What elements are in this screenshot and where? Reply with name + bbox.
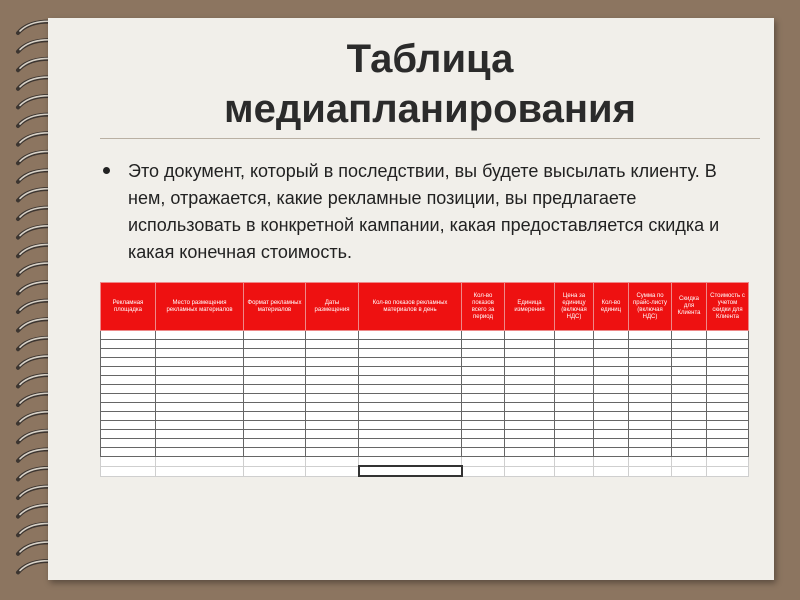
table-cell <box>505 439 555 448</box>
table-cell <box>707 331 749 340</box>
column-header: Кол-во единиц <box>594 283 629 331</box>
table-cell <box>101 430 156 439</box>
table-cell <box>244 448 306 457</box>
mediaplan-spreadsheet <box>100 282 749 477</box>
table-cell <box>505 466 555 476</box>
table-cell <box>629 376 672 385</box>
mediaplan-table <box>100 282 749 477</box>
table-row <box>101 376 749 385</box>
table-cell <box>629 448 672 457</box>
bullet-text: Это документ, который в последствии, вы будете высылать клиенту. В нем, отражается, какие рекламные позиции, вы предлагаете использовать в конкретной кампании, какая предоставляется скидка и какая конечная стоимость. <box>128 161 720 262</box>
column-header: Скидка для Клиента <box>672 283 707 331</box>
table-cell <box>306 358 359 367</box>
table-cell <box>594 349 629 358</box>
table-cell <box>306 385 359 394</box>
table-cell <box>707 403 749 412</box>
table-cell <box>101 412 156 421</box>
table-cell <box>156 376 244 385</box>
table-cell <box>359 430 462 439</box>
table-cell <box>101 421 156 430</box>
table-cell <box>629 394 672 403</box>
table-cell <box>101 376 156 385</box>
column-header: Рекламная площадка <box>101 283 156 331</box>
table-cell <box>244 394 306 403</box>
table-cell <box>505 376 555 385</box>
table-cell <box>101 403 156 412</box>
column-header: Место размещения рекламных материалов <box>156 283 244 331</box>
table-cell <box>359 340 462 349</box>
table-cell <box>672 331 707 340</box>
table-cell <box>244 340 306 349</box>
table-cell <box>156 421 244 430</box>
table-cell <box>244 358 306 367</box>
table-cell <box>306 439 359 448</box>
column-header: Даты размещения <box>306 283 359 331</box>
table-cell <box>462 349 505 358</box>
table-cell <box>244 331 306 340</box>
table-cell <box>244 457 306 467</box>
title-line-2: медиапланирования <box>224 87 636 131</box>
table-cell <box>505 349 555 358</box>
table-cell <box>594 394 629 403</box>
table-cell <box>306 421 359 430</box>
table-cell <box>707 376 749 385</box>
table-cell <box>629 385 672 394</box>
table-cell <box>101 448 156 457</box>
table-cell <box>629 340 672 349</box>
table-cell <box>156 340 244 349</box>
table-cell <box>555 349 594 358</box>
table-cell <box>707 439 749 448</box>
table-cell <box>156 367 244 376</box>
table-cell <box>505 367 555 376</box>
title-line-1: Таблица <box>346 37 514 81</box>
title-divider <box>100 138 760 139</box>
table-cell <box>101 457 156 467</box>
table-cell <box>306 394 359 403</box>
table-cell <box>505 385 555 394</box>
table-cell <box>462 439 505 448</box>
table-row <box>101 367 749 376</box>
column-header: Единица измерения <box>505 283 555 331</box>
table-row <box>101 421 749 430</box>
table-cell <box>629 421 672 430</box>
table-cell <box>359 457 462 467</box>
table-cell <box>359 358 462 367</box>
table-cell <box>505 340 555 349</box>
table-cell <box>306 412 359 421</box>
table-row <box>101 385 749 394</box>
table-cell <box>707 358 749 367</box>
table-cell <box>101 394 156 403</box>
table-cell <box>306 448 359 457</box>
table-cell <box>306 367 359 376</box>
table-cell <box>359 394 462 403</box>
table-cell <box>505 358 555 367</box>
table-row <box>101 331 749 340</box>
table-cell <box>156 448 244 457</box>
table-row <box>101 457 749 467</box>
table-cell <box>156 358 244 367</box>
table-cell <box>555 430 594 439</box>
table-row <box>101 412 749 421</box>
table-cell <box>672 439 707 448</box>
table-cell <box>707 349 749 358</box>
table-cell <box>244 376 306 385</box>
table-cell <box>555 358 594 367</box>
table-cell <box>629 367 672 376</box>
table-cell <box>594 385 629 394</box>
table-row <box>101 448 749 457</box>
table-cell <box>101 466 156 476</box>
table-cell <box>462 358 505 367</box>
table-cell <box>672 430 707 439</box>
table-cell <box>505 457 555 467</box>
table-cell <box>359 421 462 430</box>
table-cell <box>555 421 594 430</box>
column-header: Стоимость с учетом скидки для Клиента <box>707 283 749 331</box>
table-cell <box>156 349 244 358</box>
table-cell <box>101 349 156 358</box>
table-cell <box>629 349 672 358</box>
table-cell <box>306 403 359 412</box>
table-cell <box>359 448 462 457</box>
table-cell <box>101 367 156 376</box>
table-cell <box>306 349 359 358</box>
table-cell <box>672 466 707 476</box>
table-cell <box>672 394 707 403</box>
slide-title <box>150 34 710 134</box>
table-cell <box>594 340 629 349</box>
table-cell <box>306 457 359 467</box>
table-cell <box>244 439 306 448</box>
table-cell <box>555 394 594 403</box>
table-cell <box>707 340 749 349</box>
table-cell <box>555 448 594 457</box>
table-cell <box>306 376 359 385</box>
table-cell <box>555 367 594 376</box>
table-header-row <box>101 283 749 331</box>
table-cell <box>594 358 629 367</box>
table-cell <box>707 412 749 421</box>
table-cell <box>359 331 462 340</box>
column-header: Сумма по прайс-листу (включая НДС) <box>629 283 672 331</box>
table-cell <box>462 376 505 385</box>
table-cell <box>462 367 505 376</box>
table-cell <box>156 439 244 448</box>
table-cell <box>462 448 505 457</box>
table-cell <box>462 385 505 394</box>
table-cell <box>101 385 156 394</box>
table-cell <box>707 367 749 376</box>
table-cell <box>505 430 555 439</box>
table-cell <box>555 376 594 385</box>
column-header: Кол-во показов рекламных материалов в день <box>359 283 462 331</box>
table-cell <box>629 403 672 412</box>
table-cell <box>505 394 555 403</box>
column-header: Формат рекламных материалов <box>244 283 306 331</box>
table-cell <box>594 430 629 439</box>
table-cell <box>244 412 306 421</box>
table-cell <box>555 403 594 412</box>
table-cell <box>672 403 707 412</box>
table-cell <box>672 376 707 385</box>
table-cell <box>629 457 672 467</box>
table-cell <box>672 340 707 349</box>
table-cell <box>629 412 672 421</box>
table-cell <box>594 448 629 457</box>
table-cell <box>594 466 629 476</box>
table-cell <box>462 457 505 467</box>
table-cell <box>101 439 156 448</box>
table-cell <box>629 439 672 448</box>
table-cell <box>707 394 749 403</box>
table-cell <box>672 367 707 376</box>
table-cell <box>594 367 629 376</box>
table-cell <box>359 412 462 421</box>
table-cell <box>306 466 359 476</box>
table-cell <box>244 367 306 376</box>
table-cell <box>555 340 594 349</box>
table-cell <box>672 421 707 430</box>
table-cell <box>555 466 594 476</box>
table-cell <box>156 331 244 340</box>
table-cell <box>672 349 707 358</box>
table-cell <box>306 340 359 349</box>
table-cell <box>462 430 505 439</box>
table-row <box>101 403 749 412</box>
table-cell <box>359 466 462 476</box>
table-cell <box>359 403 462 412</box>
table-cell <box>594 439 629 448</box>
table-cell <box>156 466 244 476</box>
table-cell <box>156 412 244 421</box>
table-cell <box>306 331 359 340</box>
table-cell <box>707 385 749 394</box>
table-cell <box>707 466 749 476</box>
table-cell <box>594 376 629 385</box>
table-cell <box>505 412 555 421</box>
table-cell <box>156 385 244 394</box>
table-cell <box>555 331 594 340</box>
table-cell <box>359 367 462 376</box>
table-cell <box>101 331 156 340</box>
table-cell <box>594 331 629 340</box>
table-cell <box>505 421 555 430</box>
table-cell <box>594 403 629 412</box>
table-row <box>101 394 749 403</box>
table-cell <box>244 466 306 476</box>
table-cell <box>156 403 244 412</box>
table-row <box>101 358 749 367</box>
table-cell <box>101 340 156 349</box>
table-cell <box>244 403 306 412</box>
table-cell <box>505 403 555 412</box>
table-cell <box>707 430 749 439</box>
table-cell <box>462 412 505 421</box>
table-cell <box>462 340 505 349</box>
table-cell <box>707 457 749 467</box>
table-cell <box>555 412 594 421</box>
table-row <box>101 430 749 439</box>
table-cell <box>629 466 672 476</box>
table-cell <box>505 448 555 457</box>
table-cell <box>505 331 555 340</box>
column-header: Цена за единицу (включая НДС) <box>555 283 594 331</box>
table-cell <box>101 358 156 367</box>
table-cell <box>594 421 629 430</box>
table-cell <box>555 439 594 448</box>
table-row <box>101 340 749 349</box>
table-cell <box>462 466 505 476</box>
table-cell <box>359 385 462 394</box>
table-cell <box>672 358 707 367</box>
table-cell <box>462 394 505 403</box>
table-cell <box>672 457 707 467</box>
table-cell <box>462 403 505 412</box>
table-cell <box>672 412 707 421</box>
table-row <box>101 466 749 476</box>
table-cell <box>629 358 672 367</box>
table-cell <box>707 448 749 457</box>
bullet-icon <box>103 167 110 174</box>
table-cell <box>156 430 244 439</box>
table-cell <box>672 385 707 394</box>
column-header: Кол-во показов всего за период <box>462 283 505 331</box>
table-cell <box>594 412 629 421</box>
table-cell <box>629 430 672 439</box>
table-cell <box>462 421 505 430</box>
table-cell <box>244 421 306 430</box>
table-cell <box>594 457 629 467</box>
table-cell <box>306 430 359 439</box>
table-cell <box>244 349 306 358</box>
table-cell <box>672 448 707 457</box>
table-cell <box>244 430 306 439</box>
table-cell <box>244 385 306 394</box>
table-cell <box>359 439 462 448</box>
table-row <box>101 349 749 358</box>
table-cell <box>156 394 244 403</box>
table-cell <box>555 385 594 394</box>
table-cell <box>359 349 462 358</box>
table-cell <box>629 331 672 340</box>
table-cell <box>555 457 594 467</box>
table-cell <box>359 376 462 385</box>
table-cell <box>462 331 505 340</box>
table-cell <box>707 421 749 430</box>
table-row <box>101 439 749 448</box>
table-cell <box>156 457 244 467</box>
